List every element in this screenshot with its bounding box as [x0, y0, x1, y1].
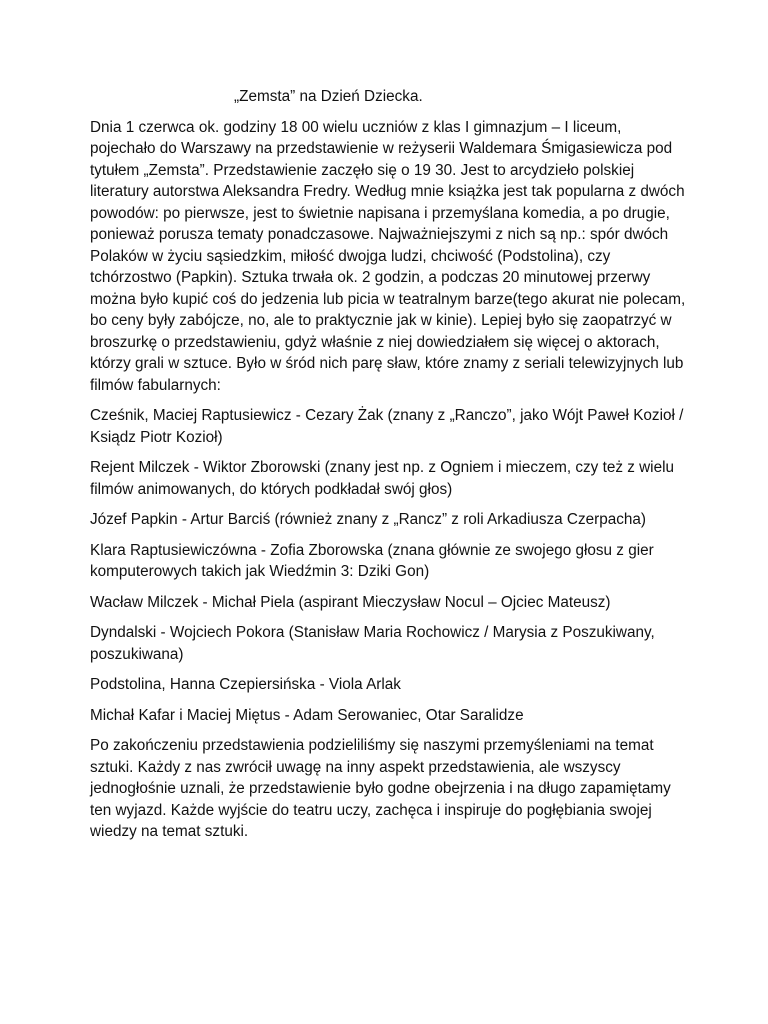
cast-list: [90, 405, 690, 726]
cast-entry-dyndalski: Dyndalski - Wojciech Pokora (Stanisław Maria Rochowicz / Marysia z Poszukiwany, poszukiwana): [90, 624, 655, 663]
cast-entry-klara: Klara Raptusiewiczówna - Zofia Zborowska (znana głównie ze swojego głosu z gier komputerowych takich jak Wiedźmin 3: Dziki Gon): [90, 541, 654, 580]
cast-entry-czesnik: Cześnik, Maciej Raptusiewicz - Cezary Żak (znany z „Ranczo”, jako Wójt Paweł Kozioł / Ksiądz Piotr Kozioł): [90, 407, 684, 446]
intro-paragraph: Dnia 1 czerwca ok. godziny 18 00 wielu uczniów z klas I gimnazjum – I liceum, pojechało do Warszawy na przedstawienie w reżyserii Waldemara Śmigasiewicza pod tytułem „Zemsta”. Przedstawienie zaczęło się o 19 30. Jest to arcydzieło polskiej literatury autorstwa Aleksandra Fredry. Według mnie książka jest tak popularna z dwóch powodów: po pierwsze, jest to świetnie napisana i przemyślana komedia, a po drugie, ponieważ porusza tematy ponadczasowe. Najważniejszymi z nich są np.: spór dwóch Polaków w życiu sąsiedzkim, miłość dwojga ludzi, chciwość (Podstolina), czy tchórzostwo (Papkin). Sztuka trwała ok. 2 godzin, a podczas 20 minutowej przerwy można było kupić coś do jedzenia lub picia w teatralnym barze(tego akurat nie polecam, bo ceny były zabójcze, no, ale to praktycznie jak w kinie). Lepiej było się zaopatrzyć w broszurkę o przedstawieniu, gdyż właśnie z niej dowiedziałem się więcej o aktorach, którzy grali w sztuce. Było w śród nich parę sław, które znamy z seriali telewizyjnych lub filmów fabularnych:: [90, 118, 686, 394]
document-title: „Zemsta” na Dzień Dziecka.: [234, 88, 423, 105]
closing-paragraph: Po zakończeniu przedstawienia podzieliliśmy się naszymi przemyśleniami na temat sztuki. Każdy z nas zwrócił uwagę na inny aspekt przedstawienia, ale wszyscy jednogłośnie uznali, że przedstawienie było godne obejrzenia i na długo zapamiętamy ten wyjazd. Każde wyjście do teatru uczy, zachęca i inspiruje do pogłębiania swojej wiedzy na temat sztuki.: [90, 737, 671, 840]
cast-entry-rejent: Rejent Milczek - Wiktor Zborowski (znany jest np. z Ogniem i mieczem, czy też z wielu filmów animowanych, do których podkładał swój głos): [90, 459, 674, 498]
cast-entry-waclaw: Wacław Milczek - Michał Piela (aspirant Mieczysław Nocul – Ojciec Mateusz): [90, 593, 611, 611]
cast-entry-papkin: Józef Papkin - Artur Barciś (również znany z „Rancz” z roli Arkadiusza Czerpacha): [90, 511, 646, 528]
cast-entry-podstolina: Podstolina, Hanna Czepiersińska - Viola Arlak: [90, 676, 401, 693]
cast-entry-kafar-mietus: Michał Kafar i Maciej Miętus - Adam Serowaniec, Otar Saralidze: [90, 706, 524, 724]
document-page: [90, 86, 690, 852]
